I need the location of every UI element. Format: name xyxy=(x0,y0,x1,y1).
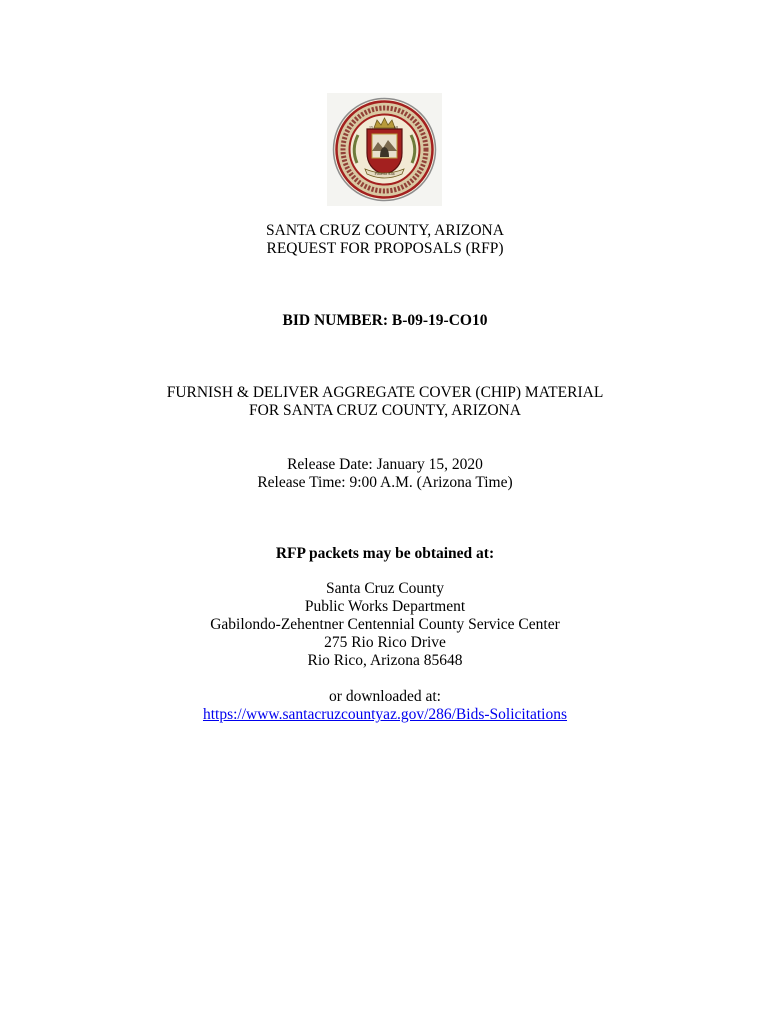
project-title-line1: FURNISH & DELIVER AGGREGATE COVER (CHIP) MATERIAL xyxy=(166,384,604,401)
seal-icon xyxy=(327,93,442,206)
release-date: Release Date: January 15, 2020 xyxy=(287,456,483,473)
seal-year-left: 15 xyxy=(369,125,373,130)
download-link[interactable]: https://www.santacruzcountyaz.gov/286/Bids-Solicitations xyxy=(202,706,568,723)
header-rfp: REQUEST FOR PROPOSALS (RFP) xyxy=(266,240,504,257)
header-county: SANTA CRUZ COUNTY, ARIZONA xyxy=(266,222,504,239)
release-time: Release Time: 9:00 A.M. (Arizona Time) xyxy=(257,474,513,491)
address-line: Santa Cruz County xyxy=(326,580,444,597)
seal-year-right: 68 xyxy=(394,125,398,130)
address-line: Gabilondo-Zehentner Centennial County Service Center xyxy=(210,616,560,633)
address-line: Public Works Department xyxy=(304,598,466,615)
address-line: 275 Rio Rico Drive xyxy=(324,634,446,651)
county-seal-image xyxy=(327,93,442,206)
project-title-line2: FOR SANTA CRUZ COUNTY, ARIZONA xyxy=(249,402,521,419)
download-label: or downloaded at: xyxy=(329,688,441,705)
address-line: Rio Rico, Arizona 85648 xyxy=(307,652,463,669)
seal-ribbon-text: Pimeria Alta xyxy=(374,171,395,176)
download-link-row xyxy=(0,706,770,724)
bid-number: BID NUMBER: B-09-19-CO10 xyxy=(282,312,488,329)
packets-heading: RFP packets may be obtained at: xyxy=(275,545,495,562)
